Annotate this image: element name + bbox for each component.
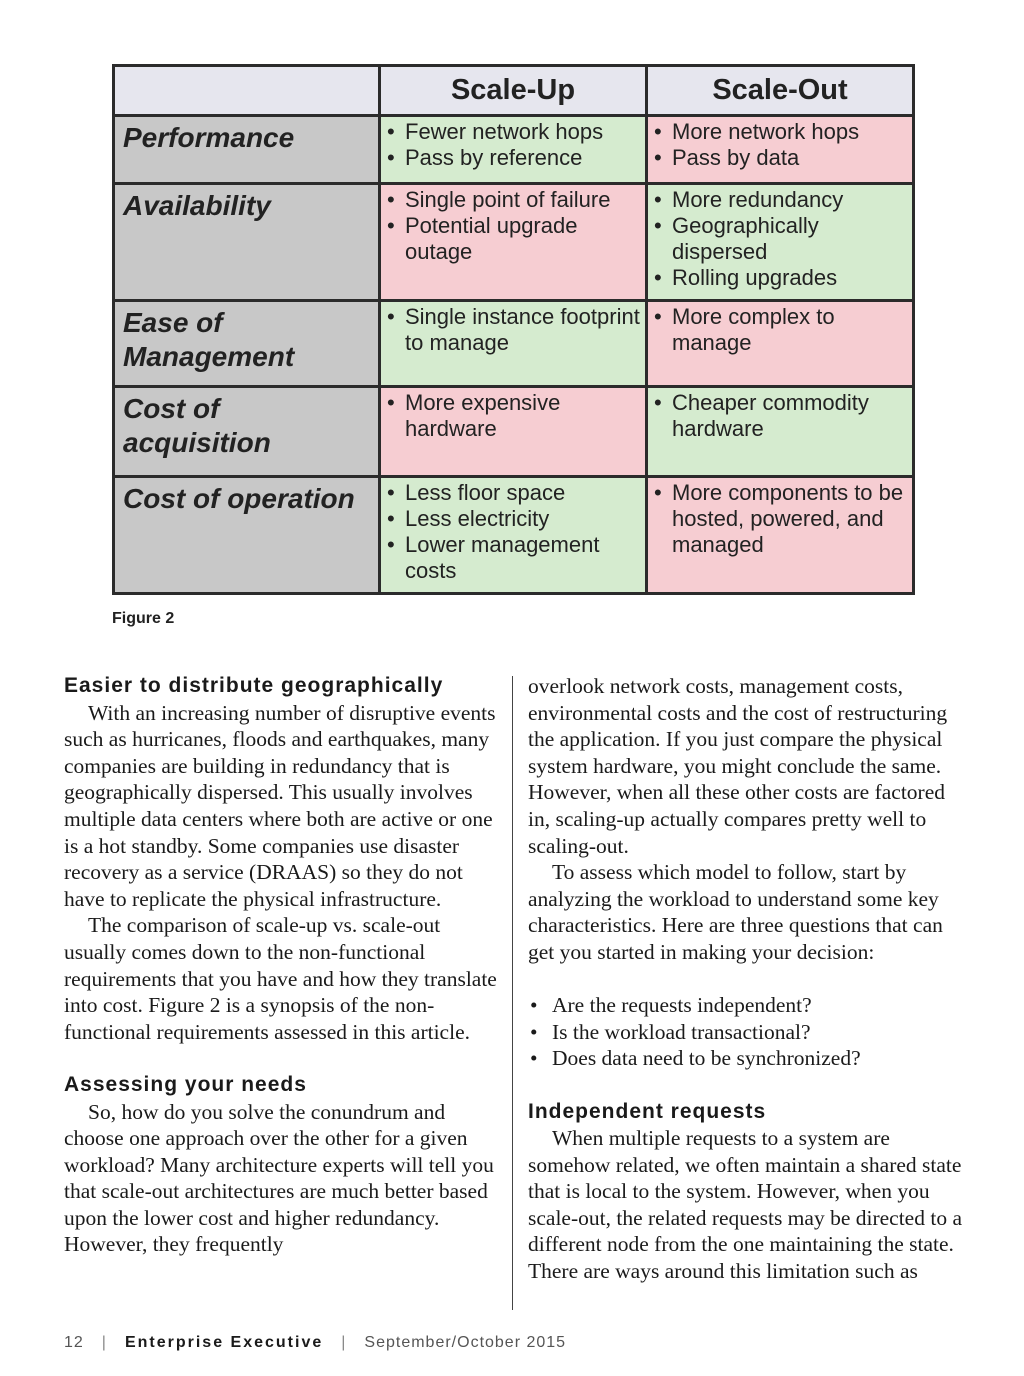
cell-bullet: • Single instance footprint to manage xyxy=(405,304,645,356)
row-availability xyxy=(114,184,914,301)
left-column xyxy=(64,673,504,1258)
cell-bullet: • Less floor space xyxy=(405,480,645,506)
right-column xyxy=(528,673,968,1285)
column-divider xyxy=(512,676,513,1310)
list-item: • Is the workload transactional? xyxy=(552,1019,968,1046)
header-scale-out: Scale-Out xyxy=(647,66,914,116)
row-label: Ease of Management xyxy=(114,301,380,387)
row-cost-of-operation xyxy=(114,477,914,594)
list-item: • Are the requests independent? xyxy=(552,992,968,1019)
question-list xyxy=(528,992,968,1072)
cell-bullet: • Pass by reference xyxy=(405,145,645,171)
scale-up-cell xyxy=(380,116,647,184)
scale-out-cell xyxy=(647,184,914,301)
page-footer xyxy=(64,1334,566,1352)
header-scale-up: Scale-Up xyxy=(380,66,647,116)
footer-separator: | xyxy=(341,1334,347,1351)
magazine-title: Enterprise Executive xyxy=(124,1334,324,1351)
row-label: Availability xyxy=(114,184,380,301)
footer-separator: | xyxy=(101,1334,107,1351)
paragraph: With an increasing number of disruptive events such as hurricanes, floods and earthquakes, many companies are building in redundancy that is geographically dispersed. This usually involves multiple data centers where both are active or one is a hot standby. Some companies use disaster recovery as a service (DRAAS) so they do not have to replicate the physical infrastructure. xyxy=(64,700,496,911)
row-performance xyxy=(114,116,914,184)
cell-bullet: • Fewer network hops xyxy=(405,119,645,145)
paragraph: To assess which model to follow, start by analyzing the workload to understand some key characteristics. Here are three questions that can get you started in making your decision: xyxy=(528,860,943,964)
comparison-figure-table xyxy=(112,64,915,595)
list-item: • Does data need to be synchronized? xyxy=(552,1045,968,1072)
cell-bullet: • Rolling upgrades xyxy=(672,265,912,291)
paragraph: So, how do you solve the conundrum and choose one approach over the other for a given workload? Many architecture experts will tell you that scale-out architectures are much better based upon the lower cost and higher redundancy. However, they frequently xyxy=(64,1099,494,1257)
scale-up-cell xyxy=(380,184,647,301)
scale-out-cell xyxy=(647,477,914,594)
cell-bullet: • Single point of failure xyxy=(405,187,645,213)
figure-caption: Figure 2 xyxy=(112,610,175,627)
cell-bullet: • More complex to manage xyxy=(672,304,912,356)
paragraph: overlook network costs, management costs, environmental costs and the cost of restructuring the application. If you just compare the physical system hardware, you might conclude the same. However, when all these other costs are factored in, scaling-up actually compares pretty well to scaling-out. xyxy=(528,674,948,858)
header-blank-cell xyxy=(114,66,380,116)
paragraph: When multiple requests to a system are somehow related, we often maintain a shared state that is local to the system. However, when you scale-out, the related requests may be directed to a different node from the one maintaining the state. There are ways around this limitation such as xyxy=(528,1126,962,1284)
scale-up-cell xyxy=(380,301,647,387)
cell-bullet: • Cheaper commodity hardware xyxy=(672,390,912,442)
row-ease-of-management xyxy=(114,301,914,387)
cell-bullet: • More redundancy xyxy=(672,187,912,213)
row-label: Cost of acquisition xyxy=(114,387,380,477)
paragraph: The comparison of scale-up vs. scale-out usually comes down to the non-functional requirements that you have and how they translate into cost. Figure 2 is a synopsis of the non-functional requirements assessed in this article. xyxy=(64,913,497,1044)
scale-out-cell xyxy=(647,301,914,387)
scale-up-cell xyxy=(380,477,647,594)
scale-out-cell xyxy=(647,116,914,184)
cell-bullet: • More components to be hosted, powered, and managed xyxy=(672,480,912,558)
cell-bullet: • Potential upgrade outage xyxy=(405,213,645,265)
cell-bullet: • Lower management costs xyxy=(405,532,645,584)
cell-bullet: • Less electricity xyxy=(405,506,645,532)
section-heading: Assessing your needs xyxy=(64,1072,307,1096)
section-heading: Independent requests xyxy=(528,1099,767,1123)
row-label: Performance xyxy=(114,116,380,184)
cell-bullet: • Geographically dispersed xyxy=(672,213,912,265)
row-label: Cost of operation xyxy=(114,477,380,594)
cell-bullet: • More expensive hardware xyxy=(405,390,645,442)
cell-bullet: • Pass by data xyxy=(672,145,912,171)
section-heading: Easier to distribute geographically xyxy=(64,674,444,697)
cell-bullet: • More network hops xyxy=(672,119,912,145)
row-cost-of-acquisition xyxy=(114,387,914,477)
issue-date: September/October 2015 xyxy=(364,1334,567,1351)
scale-out-cell xyxy=(647,387,914,477)
scale-up-cell xyxy=(380,387,647,477)
page-number: 12 xyxy=(64,1334,84,1351)
